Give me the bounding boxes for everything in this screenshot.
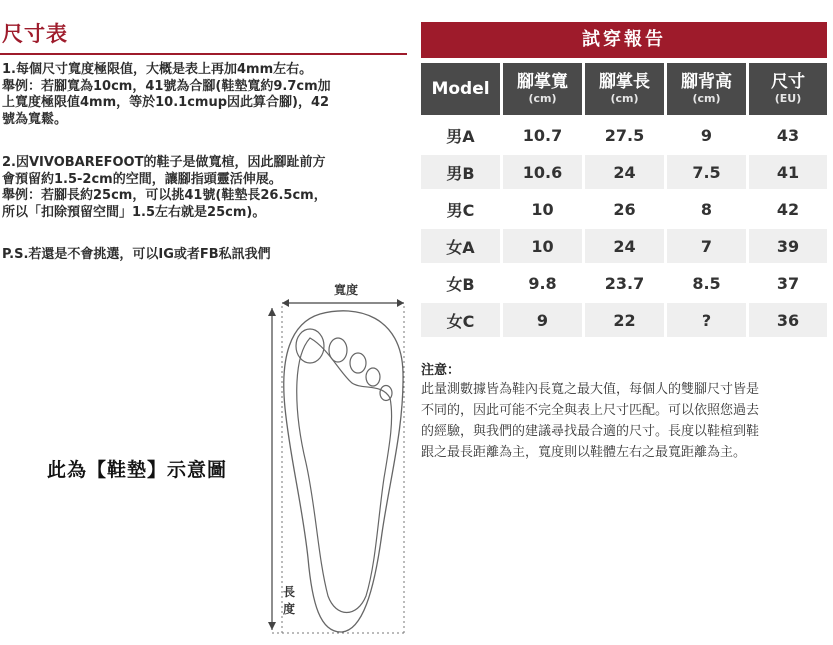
- note-line: 舉例：若腳長約25cm，可以挑41號(鞋墊長26.5cm，: [2, 188, 327, 203]
- width-label: 寬度: [333, 283, 359, 297]
- cell-instep: 8.5: [667, 263, 749, 300]
- cell-length: 22: [585, 300, 667, 337]
- column-header-model: Model: [421, 63, 503, 115]
- note-line: 號為寬鬆。: [2, 111, 68, 127]
- notice-line: 不同的，因此可能不完全與表上尺寸匹配。可以依照您過去: [421, 403, 760, 418]
- cell-instep: 7: [667, 226, 749, 263]
- column-header-forefoot-length: 腳掌長 (cm): [585, 63, 667, 115]
- notice-line: 此量測數據皆為鞋內長寬之最大值，每個人的雙腳尺寸皆是: [421, 382, 760, 397]
- cell-model: 男A: [421, 115, 503, 152]
- size-chart-title: 尺寸表: [2, 22, 68, 46]
- note-toe-space: [2, 155, 407, 221]
- cell-size: 43: [749, 115, 827, 152]
- cell-width: 10.6: [503, 152, 585, 189]
- cell-width: 9.8: [503, 263, 585, 300]
- cell-model: 男C: [421, 189, 503, 226]
- cell-instep: ?: [667, 300, 749, 337]
- column-header-size-eu: 尺寸 (EU): [749, 63, 827, 115]
- notice-title: 注意：: [421, 363, 461, 378]
- cell-instep: 9: [667, 115, 749, 152]
- cell-model: 女C: [421, 300, 503, 337]
- table-row: [421, 300, 827, 337]
- cell-instep: 8: [667, 189, 749, 226]
- table-row: [421, 152, 827, 189]
- cell-size: 36: [749, 300, 827, 337]
- cell-width: 10: [503, 189, 585, 226]
- notice-line: 的經驗，與我們的建議尋找最合適的尺寸。長度以鞋楦到鞋: [421, 424, 760, 439]
- note-ps: [2, 247, 407, 264]
- cell-width: 9: [503, 300, 585, 337]
- note-line: 上寬度極限值4mm，等於10.1cmup因此算合腳)，42: [2, 95, 330, 110]
- cell-length: 24: [585, 152, 667, 189]
- cell-length: 23.7: [585, 263, 667, 300]
- width-arrow-right: [397, 299, 404, 307]
- cell-size: 37: [749, 263, 827, 300]
- cell-model: 女B: [421, 263, 503, 300]
- cell-length: 24: [585, 226, 667, 263]
- insole-caption: 此為【鞋墊】示意圖: [47, 459, 228, 481]
- column-header-forefoot-width: 腳掌寬 (cm): [503, 63, 585, 115]
- table-row: [421, 263, 827, 300]
- cell-model: 男B: [421, 152, 503, 189]
- toe-3: [350, 353, 366, 373]
- toe-4: [366, 368, 380, 386]
- note-line: 會預留約1.5-2cm的空間，讓腳指頭靈活伸展。: [2, 171, 282, 187]
- trial-report-table: [421, 63, 827, 337]
- notice-body: [421, 379, 821, 463]
- cell-size: 42: [749, 189, 827, 226]
- cell-instep: 7.5: [667, 152, 749, 189]
- note-line: P.S.若還是不會挑選，可以IG或者FB私訊我們: [2, 247, 271, 262]
- cell-model: 女A: [421, 226, 503, 263]
- toe-2: [329, 338, 347, 362]
- note-line: 舉例：若腳寬為10cm，41號為合腳(鞋墊寬約9.7cm加: [2, 78, 331, 94]
- table-row: [421, 226, 827, 263]
- note-line: 1.每個尺寸寬度極限值，大概是表上再加4mm左右。: [2, 62, 313, 77]
- cell-width: 10: [503, 226, 585, 263]
- cell-width: 10.7: [503, 115, 585, 152]
- table-row: [421, 189, 827, 226]
- note-width-limit: [2, 62, 407, 128]
- cell-length: 26: [585, 189, 667, 226]
- cell-length: 27.5: [585, 115, 667, 152]
- note-line: 所以「扣除預留空間」1.5左右就是25cm)。: [2, 204, 266, 220]
- length-label-top: 長: [282, 585, 296, 599]
- length-label-bottom: 度: [282, 602, 296, 616]
- length-arrow-bottom: [268, 622, 276, 630]
- notice-line: 跟之最長距離為主，寬度則以鞋體左右之最寬距離為主。: [421, 445, 747, 460]
- insole-diagram: [262, 278, 412, 638]
- title-divider: [0, 53, 407, 55]
- table-header-row: [421, 63, 827, 115]
- table-row: [421, 115, 827, 152]
- report-title: 試穿報告: [421, 22, 827, 58]
- cell-size: 41: [749, 152, 827, 189]
- cell-size: 39: [749, 226, 827, 263]
- column-header-instep-height: 腳背高 (cm): [667, 63, 749, 115]
- width-arrow-left: [282, 299, 289, 307]
- note-line: 2.因VIVOBAREFOOT的鞋子是做寬楦，因此腳趾前方: [2, 155, 326, 170]
- length-arrow-top: [268, 308, 276, 316]
- foot-outline: [297, 338, 392, 613]
